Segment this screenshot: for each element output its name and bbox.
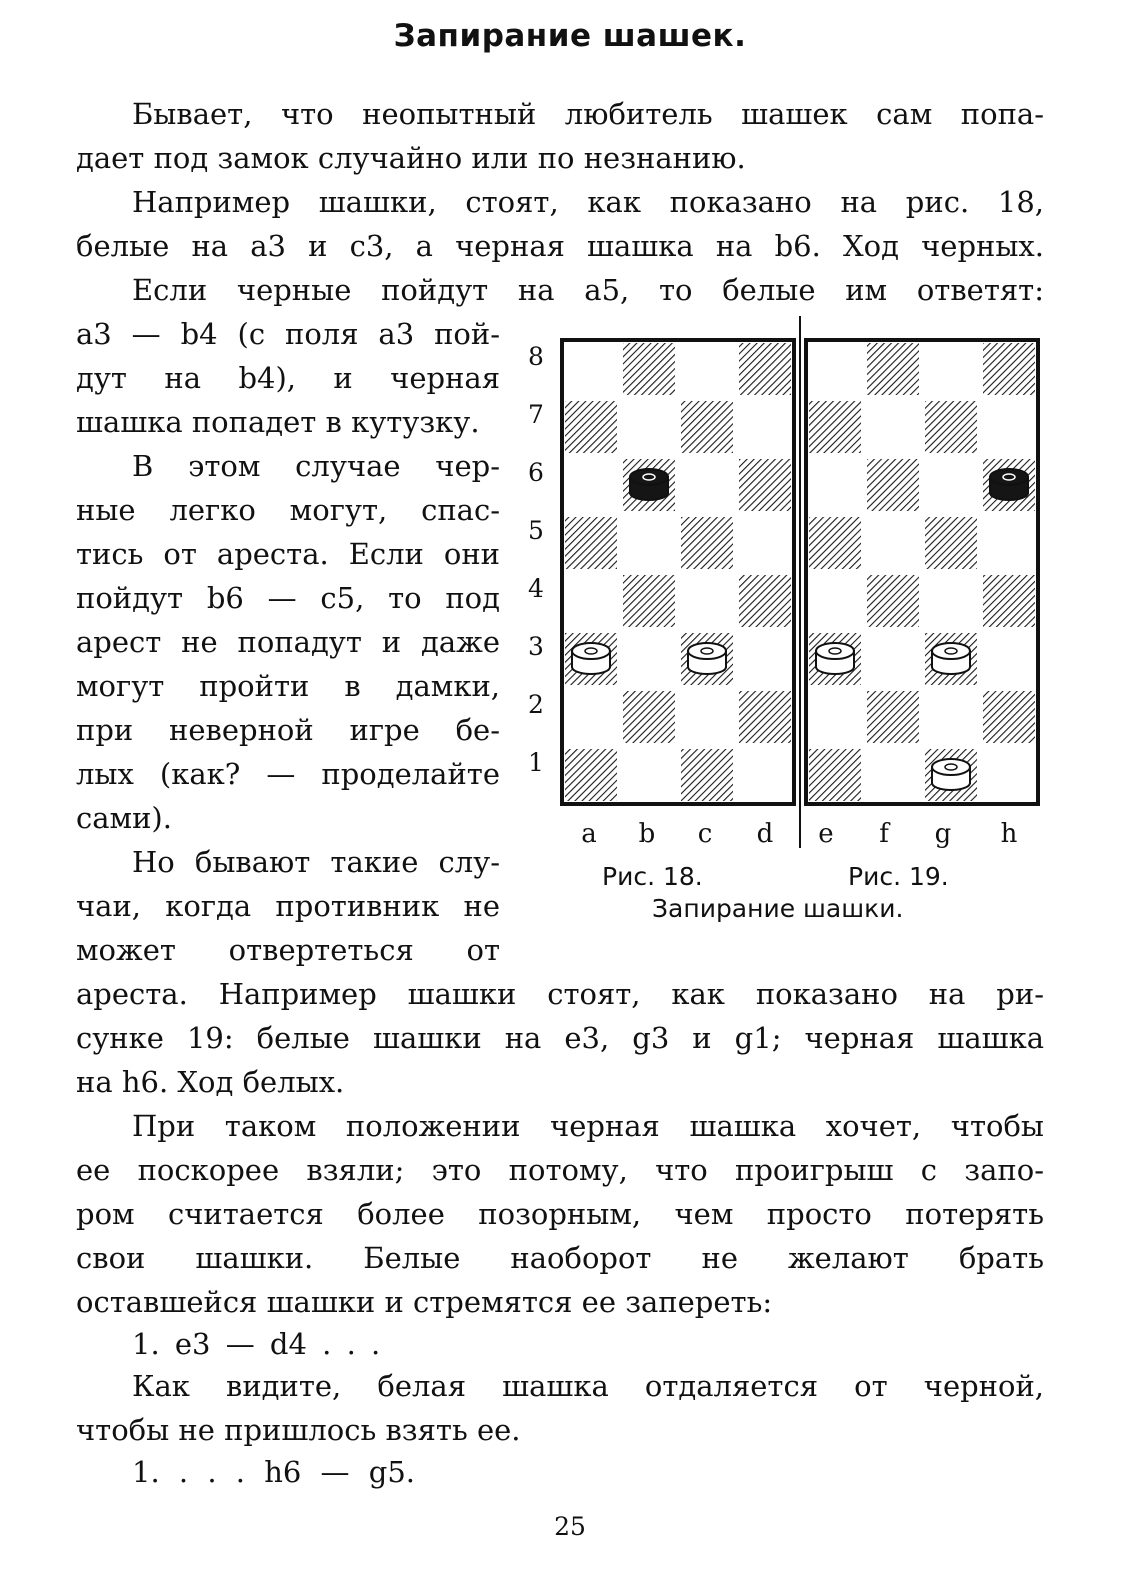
light-square	[809, 459, 861, 511]
rank-label: 3	[528, 632, 544, 661]
dark-square	[809, 749, 861, 801]
light-square	[623, 401, 675, 453]
checker-top	[572, 643, 610, 659]
light-square	[867, 517, 919, 569]
dark-square	[739, 343, 791, 395]
light-square	[983, 749, 1035, 801]
text-line: могут пройти в дамки,	[76, 669, 500, 703]
text-line: лых (как? — проделайте	[76, 757, 500, 791]
light-square	[623, 633, 675, 685]
white-checker	[932, 759, 970, 790]
dark-square	[983, 343, 1035, 395]
text-line: дает под замок случайно или по незнанию.	[76, 141, 746, 175]
text-line: чаи, когда противник не	[76, 889, 500, 923]
light-square	[623, 517, 675, 569]
checker-top	[816, 643, 854, 659]
light-square	[983, 401, 1035, 453]
text-line: может отвертеться от	[76, 933, 500, 967]
light-square	[565, 691, 617, 743]
light-square	[867, 633, 919, 685]
dark-square	[867, 343, 919, 395]
dark-square	[809, 401, 861, 453]
dark-square	[867, 575, 919, 627]
text-line: В этом случае чер-	[132, 449, 500, 483]
dark-square	[565, 517, 617, 569]
text-line: ее поскорее взяли; это потому, что проигрыш с запо-	[76, 1153, 1044, 1187]
file-label: c	[697, 819, 713, 849]
figure-caption-19: Рис. 19.	[848, 862, 949, 891]
rank-label: 7	[528, 400, 544, 429]
move-line: 1. е3 — d4 . . .	[132, 1327, 381, 1361]
dark-square	[867, 459, 919, 511]
light-square	[739, 401, 791, 453]
text-line: Если черные пойдут на а5, то белые им ответят:	[132, 273, 1044, 307]
dark-square	[681, 401, 733, 453]
page-number: 25	[554, 1512, 586, 1541]
text-line: Например шашки, стоят, как показано на рис. 18,	[132, 185, 1044, 219]
text-line: тись от ареста. Если они	[76, 537, 500, 571]
checker-top	[688, 643, 726, 659]
text-line: свои шашки. Белые наоборот не желают брать	[76, 1241, 1044, 1275]
dark-square	[983, 575, 1035, 627]
text-line: на h6. Ход белых.	[76, 1065, 345, 1099]
rank-label: 1	[528, 748, 544, 777]
light-square	[623, 749, 675, 801]
checker-top	[932, 759, 970, 775]
light-square	[925, 691, 977, 743]
file-label: e	[818, 819, 834, 849]
text-line: При таком положении черная шашка хочет, чтобы	[132, 1109, 1044, 1143]
light-square	[809, 575, 861, 627]
light-square	[925, 343, 977, 395]
dark-square	[623, 343, 675, 395]
dark-square	[739, 691, 791, 743]
checker-top	[990, 469, 1028, 485]
text-line: пойдут b6 — с5, то под	[76, 581, 500, 615]
checkers-diagram	[550, 316, 1050, 852]
text-line: при неверной игре бе-	[76, 713, 500, 747]
light-square	[925, 575, 977, 627]
text-line: ареста. Например шашки стоят, как показано на ри-	[76, 977, 1044, 1011]
file-label: d	[756, 819, 774, 849]
white-checker	[932, 643, 970, 674]
checker-top	[932, 643, 970, 659]
light-square	[739, 749, 791, 801]
light-square	[565, 459, 617, 511]
file-label: h	[1000, 819, 1018, 849]
rank-label: 5	[528, 516, 544, 545]
light-square	[681, 691, 733, 743]
dark-square	[925, 517, 977, 569]
light-square	[809, 691, 861, 743]
dark-square	[983, 691, 1035, 743]
text-line: а3 — b4 (с поля а3 пой-	[76, 317, 500, 351]
dark-square	[925, 401, 977, 453]
text-line: Как видите, белая шашка отдаляется от черной,	[132, 1369, 1044, 1403]
dark-square	[681, 749, 733, 801]
light-square	[867, 749, 919, 801]
text-line: оставшейся шашки и стремятся ее запереть:	[76, 1285, 773, 1319]
light-square	[739, 517, 791, 569]
black-checker	[630, 469, 668, 500]
light-square	[681, 575, 733, 627]
file-label: a	[581, 819, 597, 849]
figure-subcaption: Запирание шашки.	[652, 894, 904, 923]
rank-label: 8	[528, 342, 544, 371]
white-checker	[572, 643, 610, 674]
file-label: f	[879, 819, 889, 849]
dark-square	[565, 401, 617, 453]
text-line: ные легко могут, спас-	[76, 493, 500, 527]
text-line: чтобы не пришлось взять ее.	[76, 1413, 521, 1447]
board-fig-19	[809, 343, 1035, 801]
text-line: сунке 19: белые шашки на е3, g3 и g1; черная шашка	[76, 1021, 1044, 1055]
text-line: шашка попадет в кутузку.	[76, 405, 480, 439]
dark-square	[809, 517, 861, 569]
dark-square	[681, 517, 733, 569]
light-square	[681, 459, 733, 511]
move-line: 1. . . . h6 — g5.	[132, 1455, 415, 1489]
white-checker	[688, 643, 726, 674]
rank-label: 4	[528, 574, 544, 603]
dark-square	[623, 691, 675, 743]
dark-square	[565, 749, 617, 801]
dark-square	[739, 459, 791, 511]
text-line: арест не попадут и даже	[76, 625, 500, 659]
black-checker	[990, 469, 1028, 500]
file-label: g	[934, 819, 952, 849]
text-line: ром считается более позорным, чем просто потерять	[76, 1197, 1044, 1231]
light-square	[809, 343, 861, 395]
file-label: b	[638, 819, 656, 849]
checker-top	[630, 469, 668, 485]
page-title: Запирание шашек.	[393, 18, 747, 54]
light-square	[867, 401, 919, 453]
figure-caption-18: Рис. 18.	[602, 862, 703, 891]
dark-square	[623, 575, 675, 627]
light-square	[565, 343, 617, 395]
light-square	[983, 633, 1035, 685]
light-square	[739, 633, 791, 685]
light-square	[983, 517, 1035, 569]
text-line: Бывает, что неопытный любитель шашек сам попа-	[132, 97, 1044, 131]
text-line: сами).	[76, 801, 172, 835]
light-square	[681, 343, 733, 395]
text-line: белые на а3 и с3, а черная шашка на b6. Ход черных.	[76, 229, 1044, 263]
light-square	[565, 575, 617, 627]
dark-square	[867, 691, 919, 743]
text-line: дут на b4), и черная	[76, 361, 500, 395]
board-fig-18	[565, 343, 791, 801]
text-line: Но бывают такие слу-	[132, 845, 500, 879]
dark-square	[739, 575, 791, 627]
rank-label: 2	[528, 690, 544, 719]
light-square	[925, 459, 977, 511]
rank-label: 6	[528, 458, 544, 487]
white-checker	[816, 643, 854, 674]
